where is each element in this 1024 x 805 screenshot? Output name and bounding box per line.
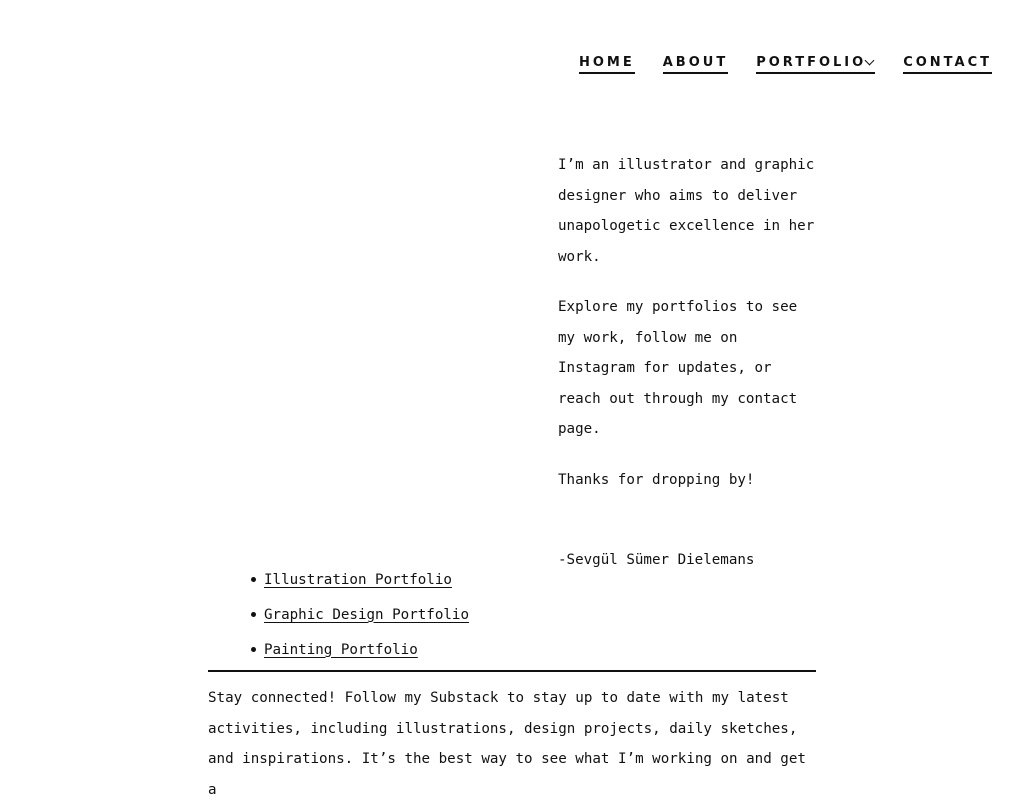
substack-blurb: Stay connected! Follow my Substack to stay up to date with my latest activities, including illustrations, design projects, daily sketches, and inspirations. It’s the best way to see what I’m working on and get a [208, 690, 806, 798]
list-item [248, 597, 469, 632]
nav-contact-link[interactable] [903, 54, 992, 74]
list-item [248, 632, 469, 667]
nav-about-label: ABOUT [662, 55, 729, 70]
chevron-down-icon [865, 55, 875, 65]
main-nav [579, 54, 992, 74]
portfolio-link-list [248, 562, 469, 667]
illustration-portfolio-link[interactable]: Illustration Portfolio [264, 571, 452, 588]
nav-about-link[interactable] [663, 54, 728, 74]
nav-home-label: HOME [579, 55, 635, 70]
intro-signature: -Sevgül Sümer Dielemans [558, 552, 755, 568]
bullet-icon [251, 647, 256, 652]
list-item [248, 562, 469, 597]
intro-paragraph-1: I’m an illustrator and graphic designer who aims to deliver unapologetic excellence in her work. [558, 157, 815, 265]
graphic-design-portfolio-link[interactable]: Graphic Design Portfolio [264, 606, 469, 623]
nav-home-link[interactable] [579, 54, 635, 74]
intro-thanks: Thanks for dropping by! [558, 471, 755, 488]
painting-portfolio-link[interactable]: Painting Portfolio [264, 641, 418, 658]
nav-portfolio-dropdown[interactable] [756, 54, 875, 74]
bullet-icon [251, 577, 256, 582]
section-divider [208, 670, 816, 672]
nav-portfolio-label: PORTFOLIO [756, 55, 867, 70]
intro-paragraph-2: Explore my portfolios to see my work, follow me on Instagram for updates, or reach out through my contact page. [558, 299, 798, 437]
bullet-icon [251, 612, 256, 617]
intro-section [558, 150, 820, 576]
nav-contact-label: CONTACT [903, 55, 992, 70]
